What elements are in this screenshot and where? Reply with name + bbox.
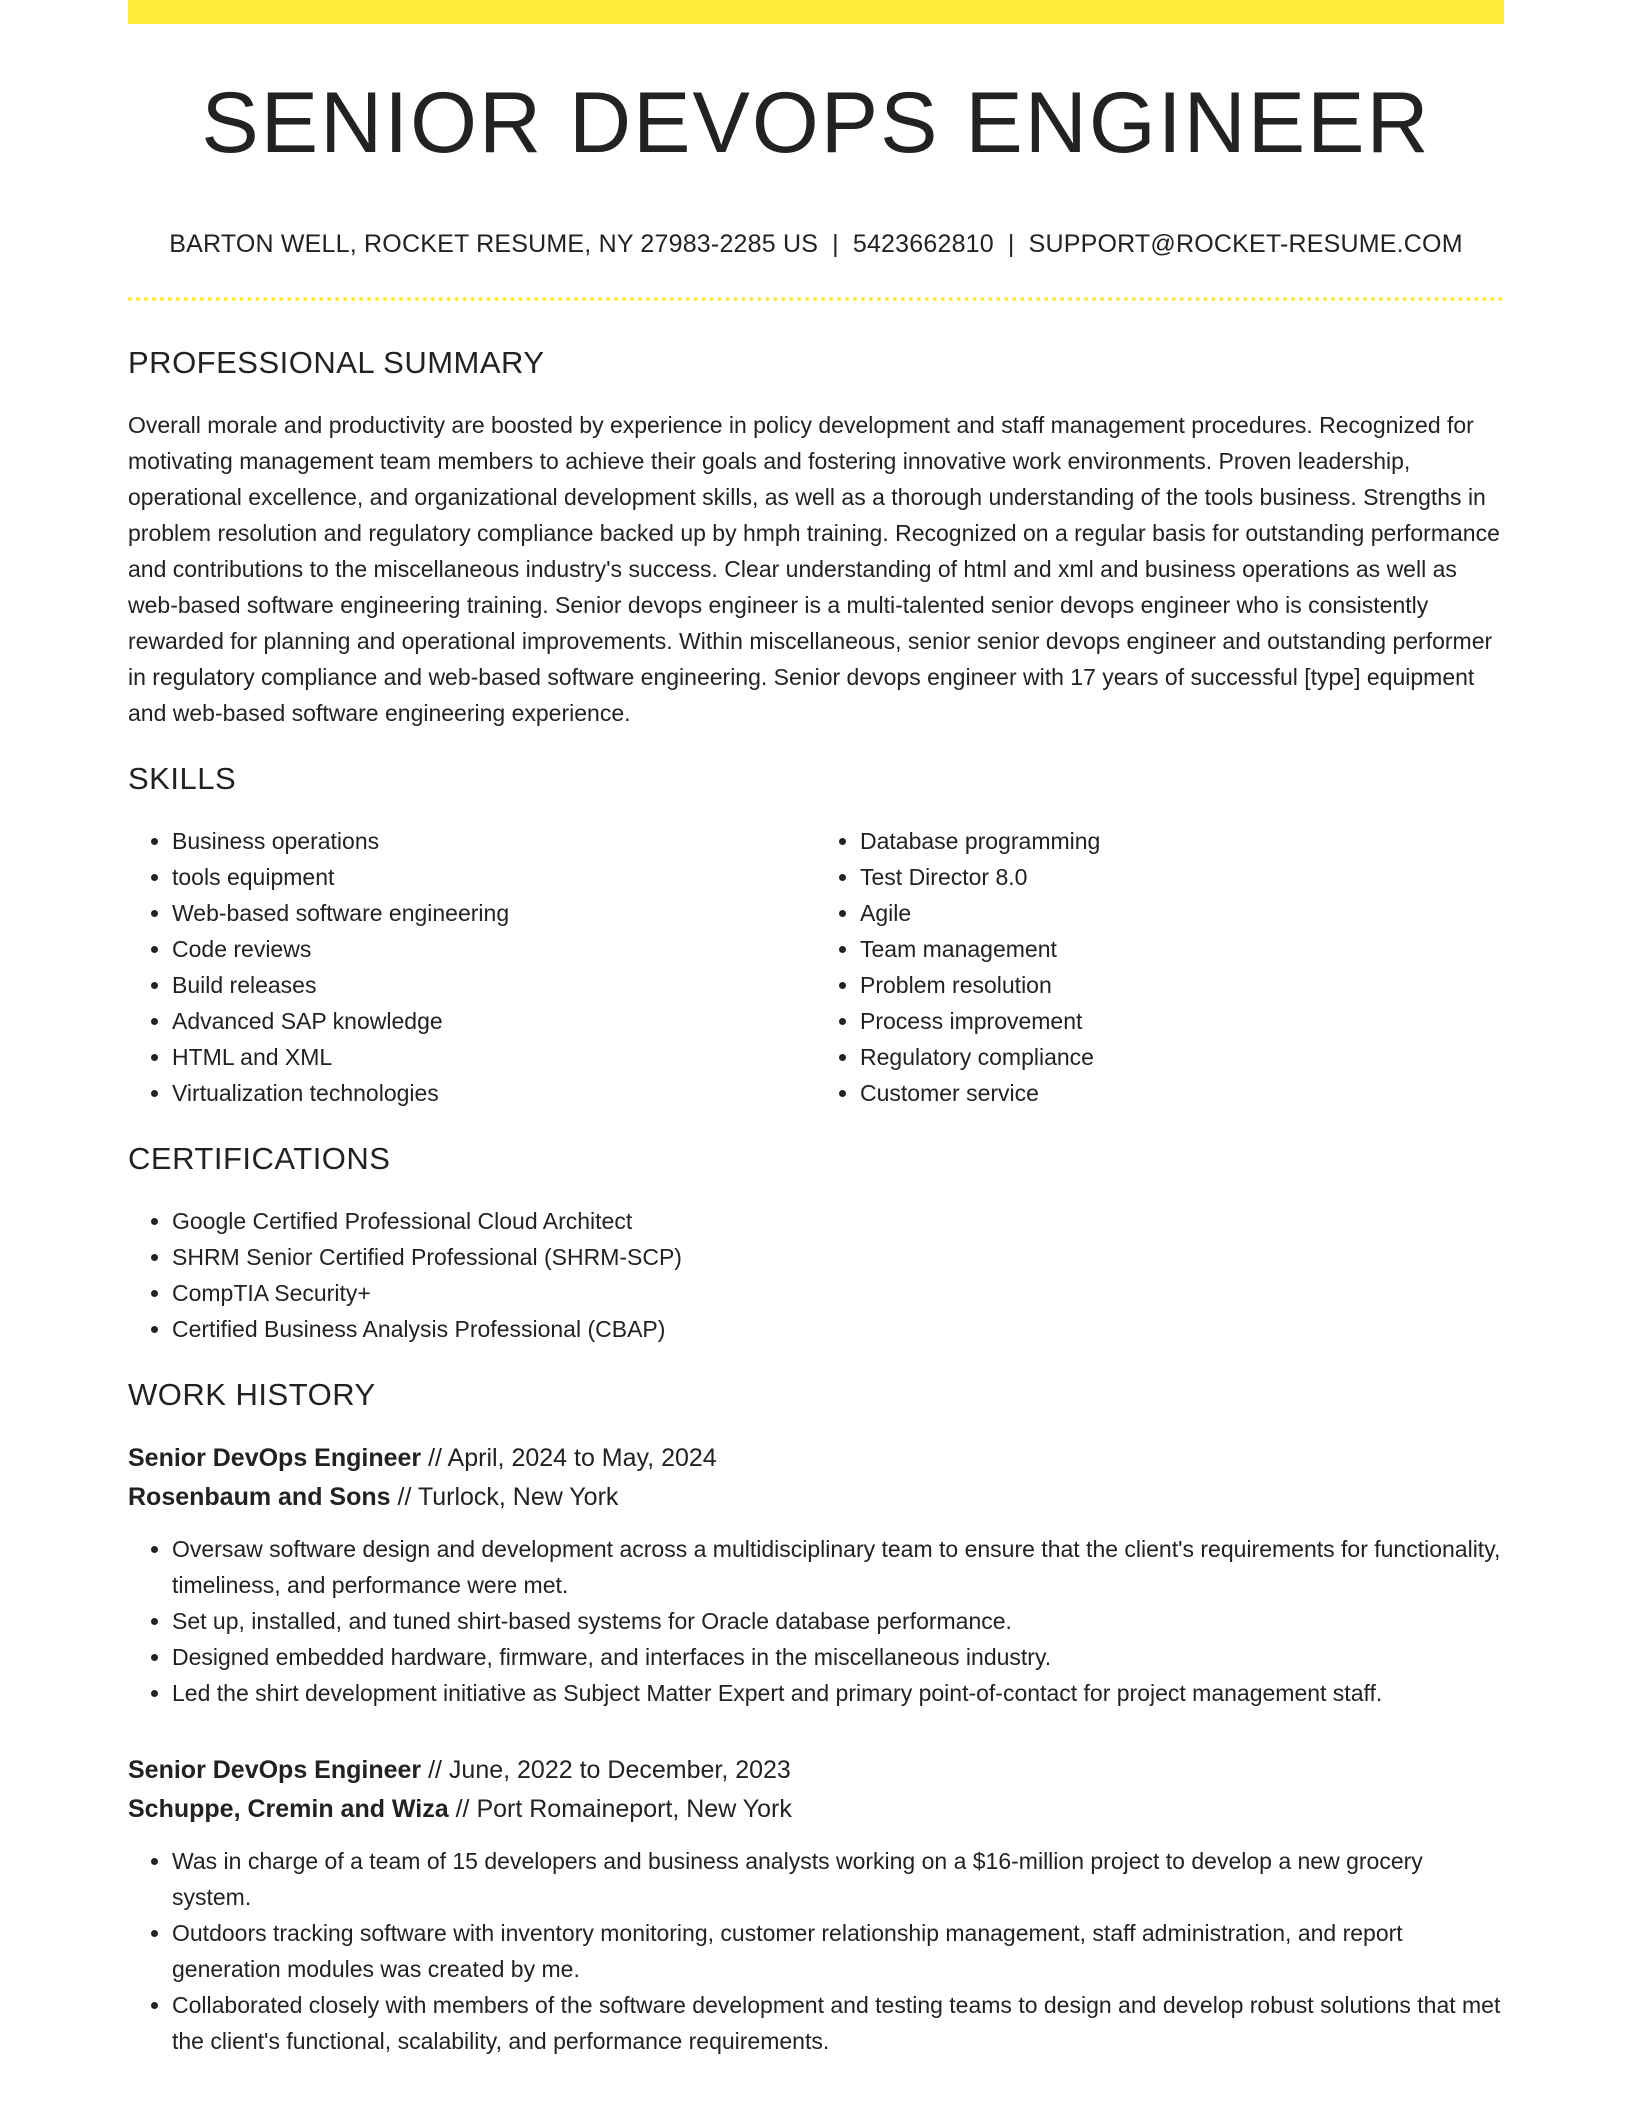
skill-item: • Regulatory compliance: [860, 1039, 1504, 1075]
job-bullets: [128, 1843, 1504, 2059]
job-title: Senior DevOps Engineer: [128, 1756, 422, 1784]
section-heading-summary: PROFESSIONAL SUMMARY: [128, 345, 545, 380]
certification-item: • Certified Business Analysis Professional (CBAP): [172, 1311, 1504, 1347]
job-bullet: • Was in charge of a team of 15 developers and business analysts working on a $16-million project to develop a new grocery system.: [172, 1843, 1504, 1915]
job-bullet: • Designed embedded hardware, firmware, and interfaces in the miscellaneous industry.: [172, 1639, 1504, 1675]
resume-title: SENIOR DEVOPS ENGINEER: [201, 75, 1431, 171]
skill-item: • Database programming: [860, 823, 1504, 859]
job-company: Schuppe, Cremin and Wiza: [128, 1795, 449, 1823]
skills-list-left: [128, 823, 816, 1111]
job-title-line: [128, 1439, 1504, 1478]
skills-section: [128, 761, 1504, 1111]
contact-phone: 5423662810: [852, 230, 994, 258]
contact-separator: |: [1007, 230, 1015, 258]
skill-item: • Advanced SAP knowledge: [172, 1003, 816, 1039]
job-bullet: • Collaborated closely with members of the software development and testing teams to design and develop robust solutions that met the client's functional, scalability, and performance requirements.: [172, 1987, 1504, 2059]
job-bullet: • Set up, installed, and tuned shirt-based systems for Oracle database performance.: [172, 1603, 1504, 1639]
job-bullet: • Led the shirt development initiative as Subject Matter Expert and primary point-of-contact for project management staff.: [172, 1675, 1504, 1711]
job-entry: [128, 1751, 1504, 2059]
skill-item: • tools equipment: [172, 859, 816, 895]
job-entry: [128, 1439, 1504, 1711]
job-title-line: [128, 1751, 1504, 1790]
job-dates: // April, 2024 to May, 2024: [421, 1444, 717, 1472]
skills-list-right: [816, 823, 1504, 1111]
skill-item: • HTML and XML: [172, 1039, 816, 1075]
skill-item: • Agile: [860, 895, 1504, 931]
job-bullets: [128, 1531, 1504, 1711]
accent-bar: [128, 0, 1504, 24]
skill-item: • Web-based software engineering: [172, 895, 816, 931]
skill-item: • Problem resolution: [860, 967, 1504, 1003]
certifications-list: [128, 1203, 1504, 1347]
summary-section: [128, 345, 1504, 731]
certification-item: • CompTIA Security+: [172, 1275, 1504, 1311]
job-location: // Turlock, New York: [390, 1483, 619, 1511]
section-heading-work-history: WORK HISTORY: [128, 1377, 376, 1412]
certifications-section: [128, 1141, 1504, 1347]
skill-item: • Code reviews: [172, 931, 816, 967]
contact-separator: |: [832, 230, 839, 258]
skill-item: • Process improvement: [860, 1003, 1504, 1039]
skill-item: • Customer service: [860, 1075, 1504, 1111]
job-bullet: • Oversaw software design and development across a multidisciplinary team to ensure that the client's requirements for functionality, timeliness, and performance were met.: [172, 1531, 1504, 1603]
skills-grid: [128, 823, 1504, 1111]
job-company: Rosenbaum and Sons: [128, 1483, 391, 1511]
job-company-line: [128, 1790, 1504, 1829]
skill-item: • Team management: [860, 931, 1504, 967]
work-history-section: [128, 1377, 1504, 2059]
job-location: // Port Romaineport, New York: [448, 1795, 792, 1823]
skill-item: • Build releases: [172, 967, 816, 1003]
contact-line: [128, 230, 1504, 259]
contact-email: SUPPORT@ROCKET-RESUME.COM: [1028, 230, 1463, 258]
section-heading-certifications: CERTIFICATIONS: [128, 1141, 391, 1176]
certification-item: • Google Certified Professional Cloud Architect: [172, 1203, 1504, 1239]
section-heading-skills: SKILLS: [128, 761, 237, 796]
skill-item: • Business operations: [172, 823, 816, 859]
header-divider: [128, 297, 1504, 301]
certification-item: • SHRM Senior Certified Professional (SHRM-SCP): [172, 1239, 1504, 1275]
contact-address: BARTON WELL, ROCKET RESUME, NY 27983-2285 US: [169, 230, 819, 258]
skill-item: • Virtualization technologies: [172, 1075, 816, 1111]
job-company-line: [128, 1478, 1504, 1517]
summary-text: Overall morale and productivity are boosted by experience in policy development and staff management procedures. Recognized for motivating management team members to achieve their goals and fostering innovative work environments. Proven leadership, operational excellence, and organizational development skills, as well as a thorough understanding of the tools business. Strengths in problem resolution and regulatory compliance backed up by hmph training. Recognized on a regular basis for outstanding performance and contributions to the miscellaneous industry's success. Clear understanding of html and xml and business operations as well as web-based software engineering training. Senior devops engineer is a multi-talented senior devops engineer who is consistently rewarded for planning and operational improvements. Within miscellaneous, senior senior devops engineer and outstanding performer in regulatory compliance and web-based software engineering. Senior devops engineer with 17 years of successful [type] equipment and web-based software engineering experience.: [128, 412, 1500, 726]
job-bullet: • Outdoors tracking software with inventory monitoring, customer relationship management, staff administration, and report generation modules was created by me.: [172, 1915, 1504, 1987]
job-dates: // June, 2022 to December, 2023: [421, 1756, 791, 1784]
skill-item: • Test Director 8.0: [860, 859, 1504, 895]
job-title: Senior DevOps Engineer: [128, 1444, 422, 1472]
resume-page: [128, 0, 1504, 2059]
